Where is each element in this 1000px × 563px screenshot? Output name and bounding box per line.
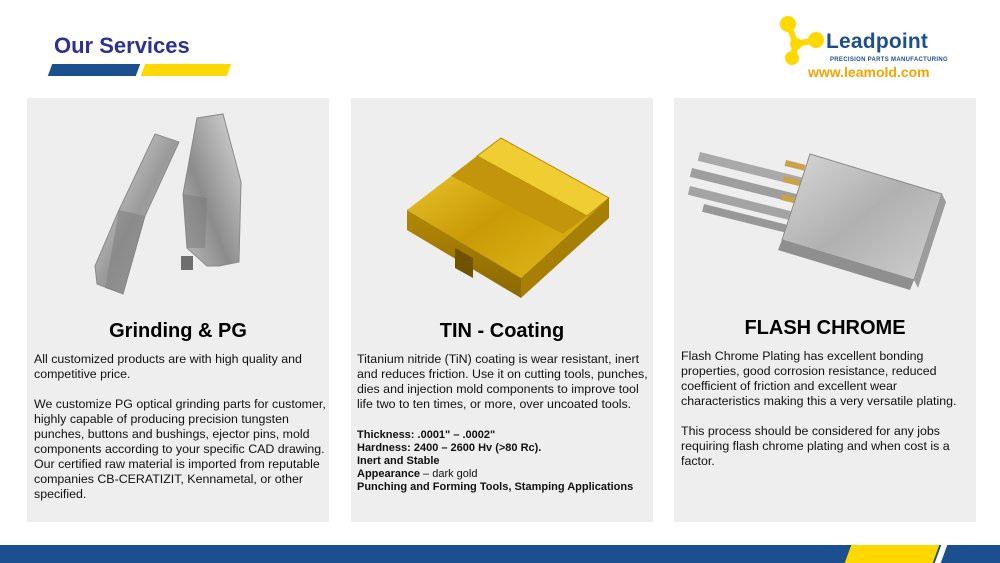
spec-appearance xyxy=(357,468,649,481)
page-title: Our Services xyxy=(54,33,190,58)
card-heading: Grinding & PG xyxy=(109,320,247,342)
molecule-logo-icon xyxy=(776,14,828,66)
company-logo xyxy=(776,14,956,84)
card-paragraph: We customize PG optical grinding parts for customer, highly capable of producing precision tungsten punches, buttons and bushings, ejector pins, mold components according to your specific CAD drawing. Our certified raw material is imported from reputable companies CB-CERATIZIT, Kennametal, or other specified. xyxy=(34,397,326,501)
title-underline-blue xyxy=(48,64,140,76)
card-body xyxy=(34,352,326,502)
card-paragraph: Titanium nitride (TiN) coating is wear resistant, inert and reduces friction. Use it on cutting tools, punches, dies and injection mold components to improve tool life two to ten times, or more, over uncoated tools. xyxy=(357,352,648,411)
spec-thickness: Thickness: .0001" – .0002" xyxy=(357,429,496,441)
spec-appearance-label: Appearance xyxy=(357,468,420,480)
card-paragraph: This process should be considered for any jobs requiring flash chrome plating and when cost is a factor. xyxy=(681,424,950,468)
card-body xyxy=(681,349,973,469)
card-paragraph: Flash Chrome Plating has excellent bonding properties, good corrosion resistance, reduced coefficient of friction and excellent wear characteristics making this a very versatile plating. xyxy=(681,349,957,408)
service-card-grinding xyxy=(27,98,329,522)
logo-tagline: PRECISION PARTS MANUFACTURING xyxy=(830,57,948,63)
spec-appearance-value: – dark gold xyxy=(419,468,478,480)
service-card-flash-chrome xyxy=(674,98,976,522)
card-heading: FLASH CHROME xyxy=(744,317,906,339)
spec-hardness: Hardness: 2400 – 2600 Hv (>80 Rc). xyxy=(357,442,542,454)
logo-name: Leadpoint xyxy=(826,30,929,53)
ground-tungsten-punch-parts-icon xyxy=(27,98,329,306)
card-paragraph: All customized products are with high quality and competitive price. xyxy=(34,352,302,381)
card-heading: TIN - Coating xyxy=(439,320,565,342)
footer-accent-yellow xyxy=(845,545,940,563)
logo-url: www.leamold.com xyxy=(808,64,930,80)
spec-inert: Inert and Stable xyxy=(357,455,440,467)
chrome-plated-plate-with-pins-icon xyxy=(674,98,976,306)
title-underline-yellow xyxy=(141,64,231,76)
card-body xyxy=(357,352,649,494)
service-card-tin-coating xyxy=(351,98,653,522)
spec-applications: Punching and Forming Tools, Stamping Applications xyxy=(357,481,634,493)
gold-tin-coated-block-icon xyxy=(351,98,653,306)
spec-list xyxy=(357,429,649,494)
